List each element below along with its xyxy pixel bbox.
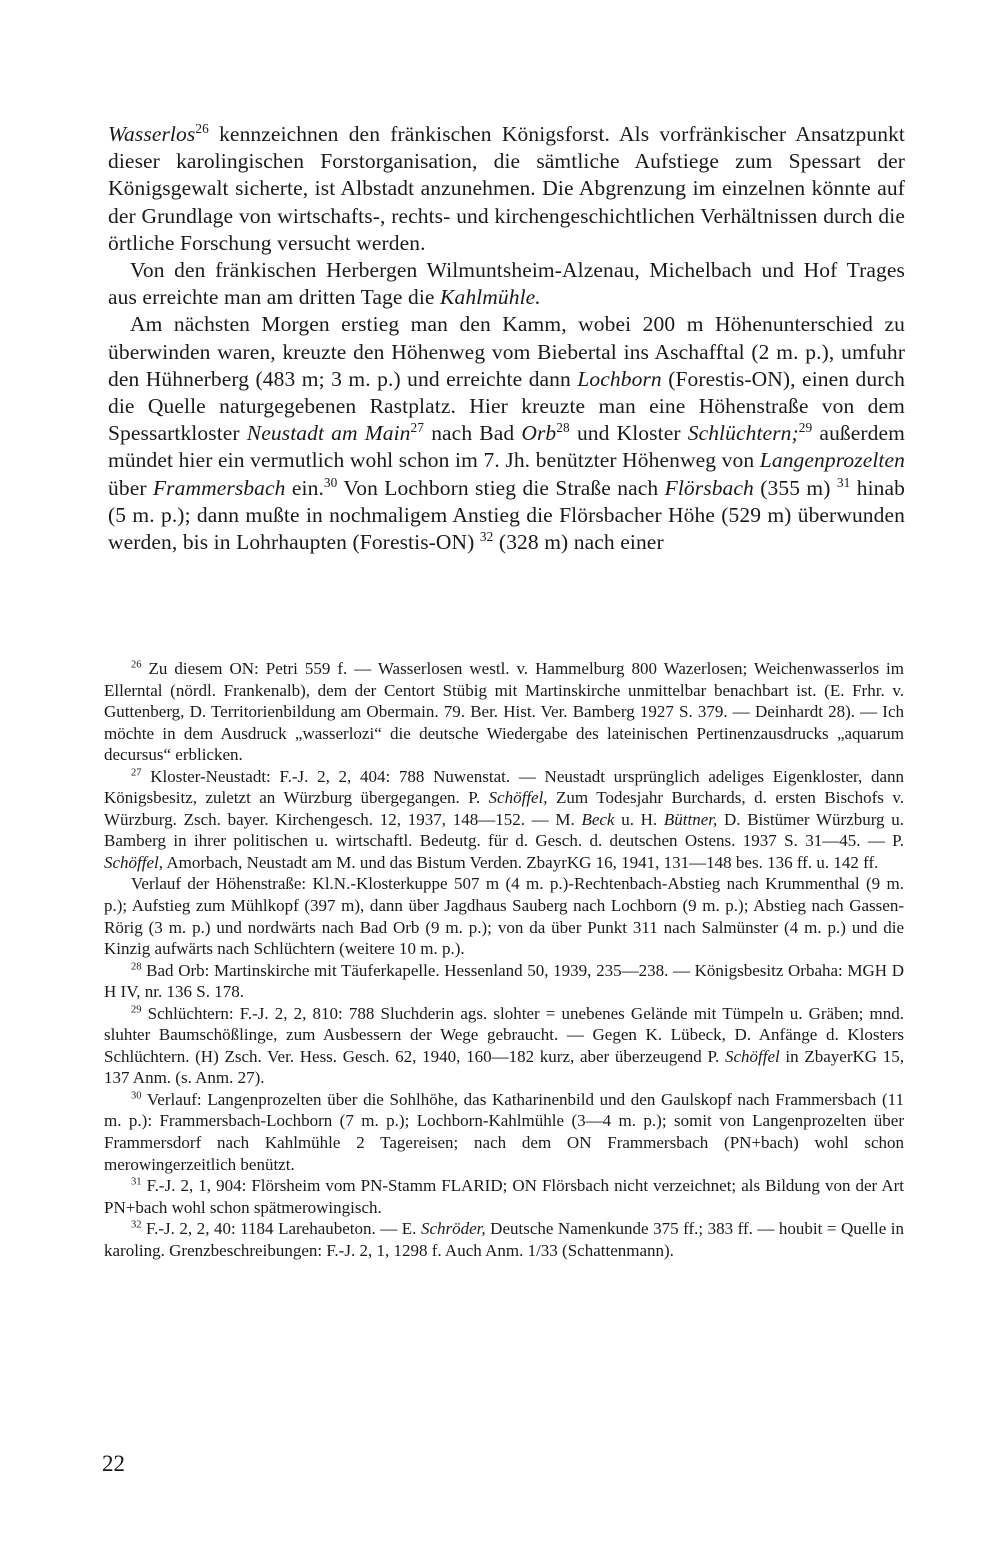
paragraph-text: Von den fränkischen Herbergen Wilmuntsheim-Alzenau, Michelbach und Hof Trages aus erreichte man am dritten Tage die — [108, 258, 905, 310]
paragraph-2 — [108, 257, 905, 311]
text-run: und Kloster — [569, 421, 688, 446]
footnote-30 — [104, 1089, 904, 1175]
author-name: Büttner, — [663, 809, 718, 829]
footnote-ref: 30 — [323, 474, 338, 490]
place-name: Wasserlos — [108, 122, 196, 146]
footnote-ref: 31 — [836, 474, 851, 490]
author-name: Beck — [581, 809, 615, 829]
footnote-ref: 29 — [798, 420, 813, 436]
place-name: Schlüchtern; — [687, 421, 799, 446]
paragraph-1 — [108, 121, 905, 257]
text-run: hinab (5 m. p.); dann mußte in nochmaligem Anstieg die Flörsbacher Höhe (529 m) überwunden werden, bis in Lohrhaupten (Forestis-ON) — [108, 475, 905, 555]
page-number: 22 — [102, 1451, 125, 1476]
author-name: Schröder, — [420, 1219, 486, 1239]
text-run: Von Lochborn stieg die Straße nach — [337, 475, 665, 500]
footnote-29 — [104, 1003, 904, 1089]
author-name: Schöffel, — [488, 788, 548, 808]
author-name: Schöffel — [724, 1046, 780, 1066]
footnote-31 — [104, 1175, 904, 1218]
footnote-text: F.-J. 2, 1, 904: Flörsheim vom PN-Stamm FLARID; ON Flörsbach nicht verzeichnet; als Bildung von der Art PN+bach wohl schon spätmerowingisch. — [104, 1176, 904, 1217]
text-run: in ZbayerKG 15, 137 Anm. (s. Anm. 27). — [104, 1046, 904, 1088]
place-name: Neustadt am Main — [246, 421, 411, 446]
text-run: u. H. — [614, 809, 664, 829]
place-name: Kahlmühle. — [440, 285, 541, 310]
text-run: über — [108, 475, 153, 500]
text-run: Amorbach, Neustadt am M. und das Bistum Verden. ZbayrKG 16, 1941, 131—148 bes. 136 ff. u. 142 ff. — [163, 852, 879, 872]
text-run: (355 m) — [753, 475, 837, 500]
text-run: Kloster-Neustadt: F.-J. 2, 2, 404: 788 Nuwenstat. — Neustadt ursprünglich adeliges Eigenkloster, dann Königsbesitz, zuletzt an Würzburg übergegangen. P. — [104, 766, 904, 808]
text-run: Schlüchtern: F.-J. 2, 2, 810: 788 Sluchderin ags. slohter = unebenes Gelände mit Tümpeln u. Gräben; mnd. sluhter Baumschößlinge, zum Ausbessern der Wege gebraucht. — Gegen K. Lübeck, D. Anfänge d. Klosters Schlüchtern. (H) Zsch. Ver. Hess. Gesch. 62, 1940, 160—182 kurz, aber überzeugend P. — [104, 1003, 904, 1066]
text-run: (Forestis-ON), einen durch die Quelle naturgegebenen Rastplatz. Hier kreuzte man eine Höhenstraße von dem Spessartkloster — [108, 366, 906, 446]
footnote-number: 29 — [131, 1004, 142, 1016]
footnote-27 — [104, 766, 904, 874]
author-name: Schöffel, — [104, 852, 164, 872]
footnote-number: 30 — [131, 1090, 142, 1102]
text-run: Zum Todesjahr Burchards, d. ersten Bischofs v. Würzburg. Zsch. bayer. Kirchengesch. 12, 1937, 148—152. — M. — [104, 788, 904, 829]
text-run: F.-J. 2, 2, 40: 1184 Larehaubeton. — E. — [141, 1219, 421, 1239]
main-text — [108, 121, 905, 556]
footnote-text: Zu diesem ON: Petri 559 f. — Wasserlosen westl. v. Hammelburg 800 Wazerlosen; Weichenwasserlos im Ellerntal (nördl. Frankenalb), dem der Centort Stübig mit Martinskirche unmittelbar benachbart ist. (E. Frhr. v. Guttenberg, D. Territorienbildung am Obermain. 79. Ber. Hist. Ver. Bamberg 1927 S. 379. — Deinhardt 28). — Ich möchte in dem Ausdruck „wasserlozi“ die deutsche Wiedergabe des lateinischen Pertinenzausdrucks „aquarum decursus“ erblicken. — [104, 659, 904, 765]
footnote-28 — [104, 960, 904, 1003]
text-run: ein. — [285, 475, 324, 500]
footnote-32 — [104, 1218, 904, 1261]
footnote-number: 32 — [131, 1219, 142, 1231]
footnote-ref: 26 — [195, 121, 209, 137]
footnote-text: Verlauf: Langenprozelten über die Sohlhöhe, das Katharinenbild und den Gaulskopf nach Frammersbach (11 m. p.): Frammersbach-Lochborn (7 m. p.); Lochborn-Kahlmühle (3—4 m. p.); somit von Langenprozelten über Frammersdorf nach Kahlmühle 2 Tagereisen; nach dem ON Frammersbach (PN+bach) wohl schon merowingerzeitlich benützt. — [104, 1089, 904, 1174]
footnote-number: 26 — [131, 659, 142, 671]
place-name: Lochborn — [577, 366, 662, 391]
footnote-number: 28 — [131, 961, 142, 973]
place-name: Frammersbach — [152, 475, 286, 500]
place-name: Orb — [521, 421, 557, 446]
text-run: Am nächsten Morgen erstieg man den Kamm, wobei 200 m Höhenunterschied zu überwinden waren, kreuzte den Höhenweg vom Biebertal ins Aschafftal (2 m. p.), umfuhr den Hühnerberg (483 m; 3 m. p.) und erreichte dann — [108, 312, 905, 391]
footnote-ref: 32 — [479, 529, 494, 545]
text-run: D. Bistümer Würzburg u. Bamberg in ihrer politischen u. wirtschaftl. Bedeutg. für d. Gesch. d. deutschen Ostens. 1937 S. 31—45. — P. — [104, 809, 905, 851]
place-name: Flörsbach — [664, 475, 754, 500]
place-name: Langenprozelten — [759, 448, 905, 473]
footnote-ref: 28 — [556, 420, 570, 436]
footnotes — [104, 658, 904, 1261]
footnote-26 — [104, 658, 904, 766]
paragraph-3 — [108, 311, 905, 556]
footnote-27-route — [104, 873, 904, 959]
footnote-text: Bad Orb: Martinskirche mit Täuferkapelle. Hessenland 50, 1939, 235—238. — Königsbesitz Orbaha: MGH D H IV, nr. 136 S. 178. — [104, 960, 904, 1002]
text-run: außerdem mündet hier ein vermutlich wohl schon im 7. Jh. benützter Höhenweg von — [108, 421, 905, 473]
footnote-number: 27 — [131, 767, 142, 779]
text-run: Deutsche Namenkunde 375 ff.; 383 ff. — houbit = Quelle in karoling. Grenzbeschreibungen: F.-J. 2, 1, 1298 f. Auch Anm. 1/33 (Schattenmann). — [104, 1219, 905, 1260]
footnote-ref: 27 — [410, 420, 425, 436]
footnote-number: 31 — [131, 1176, 142, 1188]
text-run: (328 m) nach einer — [493, 530, 664, 555]
text-run: nach Bad — [424, 421, 522, 446]
paragraph-text: kennzeichnen den fränkischen Königsforst. Als vorfränkischer Ansatzpunkt dieser karolingischen Forstorganisation, die sämtliche Aufstiege zum Spessart der Königsgewalt sicherte, ist Albstadt anzunehmen. Die Abgrenzung im einzelnen könnte auf der Grundlage von wirtschafts-, rechts- und kirchengeschichtlichen Verhältnissen durch die örtliche Forschung versucht werden. — [108, 122, 905, 255]
footnote-text: Verlauf der Höhenstraße: Kl.N.-Klosterkuppe 507 m (4 m. p.)-Rechtenbach-Abstieg nach Krummenthal (9 m. p.); Aufstieg zum Mühlkopf (397 m), dann über Jagdhaus Sauberg nach Lochborn (9 m. p.); Abstieg nach Gassen-Rörig (3 m. p.) und nordwärts nach Bad Orb (9 m. p.); von da über Punkt 311 nach Salmünster (4 m. p.) und die Kinzig aufwärts nach Schlüchtern (weitere 10 m. p.). — [104, 874, 904, 959]
